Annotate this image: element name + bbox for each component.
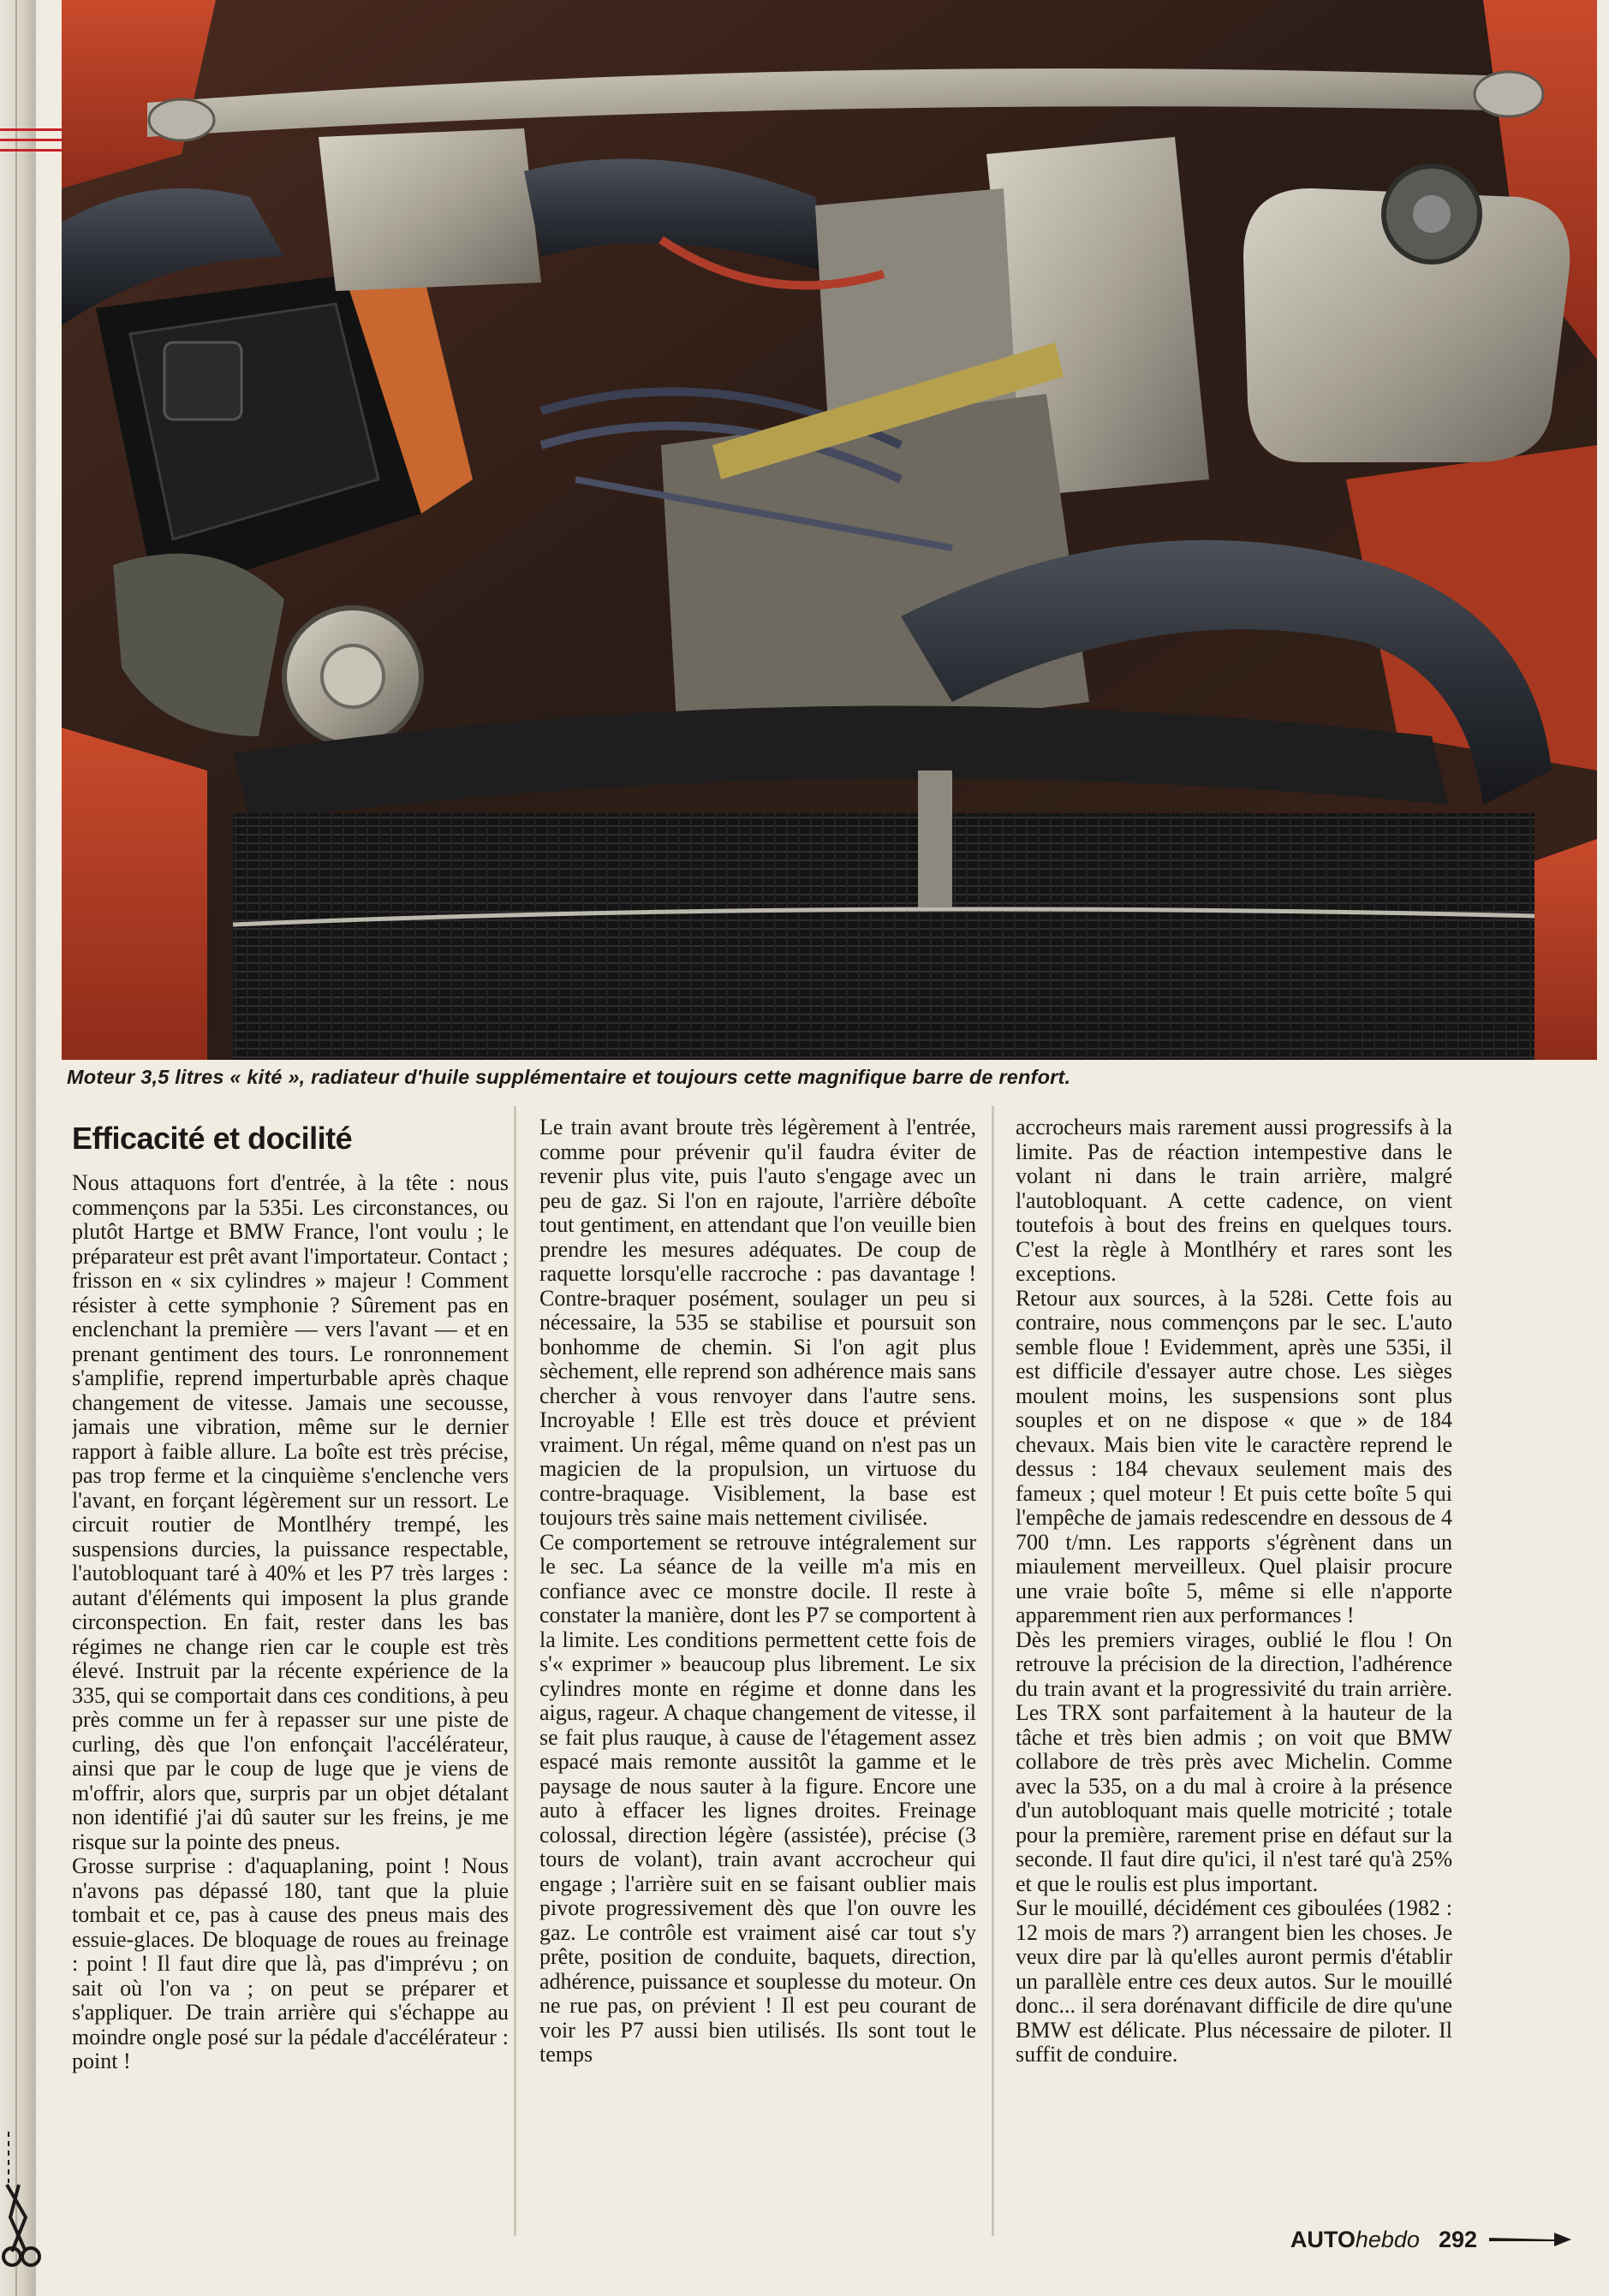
page-number: 292 xyxy=(1438,2226,1477,2252)
paragraph: Ce comportement se retrouve intégralement sur le sec. La séance de la veille m'a mis en confiance avec ce monstre docile. Il reste à constater la manière, dont les P7 se comportent à la limite. Les conditions permettent cette fois de s'« exprimer » beaucoup plus librement. Le six cylindres monte en régime et donne dans les aigus, rageur. A chaque changement de vitesse, il se fait plus rauque, à cause de l'étagement assez espacé mais remonte aussitôt la gamme et le paysage de nous sauter à la figure. Encore une auto à effacer les lignes droites. Freinage colossal, direction légère (assistée), précise (3 tours de volant), train avant accrocheur qui engage ; l'arrière suit en se faisant oublier mais pivote progressivement dès que l'on ouvre les gaz. Le contrôle est vraiment aisé car tout s'y prête, position de conduite, baquets, direction, adhérence, puissance et souplesse du moteur. On ne rue pas, on prévient ! Il est peu courant de voir les P7 aussi bien utilisés. Ils sont tout le temps xyxy=(539,1529,976,2067)
magazine-brand xyxy=(1290,2227,1420,2253)
binding-red-line xyxy=(0,149,62,152)
arrow-right-icon xyxy=(1489,2229,1571,2250)
scissors-icon xyxy=(0,2132,51,2269)
binding-red-line xyxy=(0,128,62,131)
paragraph: Le train avant broute très légèrement à l'entrée, comme pour prévenir qu'il faudra éviter de revenir plus vite, puis l'auto s'engage avec un peu de gaz. Si l'on en rajoute, l'arrière déboîte tout gentiment, en attendant que l'on veuille bien prendre les mesures adéquates. De coup de raquette lorsqu'elle raccroche : pas davantage ! Contre-braquer posément, soulager un peu si nécessaire, la 535 se stabilise et poursuit son bonhomme de chemin. Si l'on agit plus sèchement, elle reprend son adhérence mais sans chercher à vous renvoyer dans l'autre sens. Incroyable ! Elle est très douce et prévient vraiment. Un régal, même quand on n'est pas un magicien de la propulsion, un virtuose du contre-braquage. Visiblement, la base est toujours très saine mais nettement civilisée. xyxy=(539,1115,976,1530)
paragraph: Dès les premiers virages, oublié le flou ! On retrouve la précision de la direction, l'adhérence du train avant et la progressivité du train arrière. Les TRX sont parfaitement à la hauteur de la tâche et très bien admis ; on voit que BMW collabore de très près avec Michelin. Comme avec la 535, on a du mal à croire à la présence d'un autobloquant mais quelle motricité ; totale pour la première, rarement prise en défaut sur la seconde. Il faut dire qu'ici, il n'est taré qu'à 25% et que le roulis est plus important. xyxy=(1016,1627,1452,1896)
binding-edge-line xyxy=(15,0,17,2296)
page-binding xyxy=(0,0,36,2296)
column-divider xyxy=(514,1106,516,2236)
page-footer xyxy=(1290,2222,1571,2257)
engine-bay-photo xyxy=(62,0,1597,1060)
binding-red-line xyxy=(0,139,62,141)
column-divider xyxy=(992,1106,994,2236)
paragraph: Sur le mouillé, décidément ces giboulées (1982 : 12 mois de mars ?) arrangent bien les choses. Je veux dire par là qu'elles auront permis d'établir un parallèle entre ces deux autos. Sur le mouillé donc... il sera dorénavant difficile de dire qu'une BMW est délicate. Plus nécessaire de piloter. Il suffit de conduire. xyxy=(1016,1895,1452,2067)
paragraph: Grosse surprise : d'aquaplaning, point ! Nous n'avons pas dépassé 180, tant que la pluie tombait et ce, pas à cause des pneus mais des essuie-glaces. De bloquage de roues au freinage : point ! Il faut dire que là, pas d'imprévu ; on sait où l'on va ; on peut se préparer et s'appliquer. De train arrière qui s'échappe au moindre ongle posé sur la pédale d'accélérateur : point ! xyxy=(72,1853,509,2073)
article-column-2 xyxy=(539,1115,976,2218)
article-column-1 xyxy=(72,1116,509,2219)
paragraph: Retour aux sources, à la 528i. Cette fois au contraire, nous commençons par le sec. L'auto semble floue ! Evidemment, après une 535i, il est difficile d'essayer autre chose. Les sièges moulent moins, les suspensions sont plus souples et on ne dispose « que » de 184 chevaux. Mais bien vite le caractère reprend le dessus : 184 chevaux seulement mais des fameux ; quel moteur ! Et puis cette boîte 5 qui l'empêche de jamais redescendre en dessous de 4 700 t/mn. Les rapports s'égrènent dans un miaulement merveilleux. Quel plaisir procure une vraie boîte 5, même si elle n'apporte apparemment rien aux performances ! xyxy=(1016,1285,1452,1627)
photo-caption: Moteur 3,5 litres « kité », radiateur d'huile supplémentaire et toujours cette magnifique barre de renfort. xyxy=(67,1066,1071,1088)
section-title: Efficacité et docilité xyxy=(72,1121,353,1156)
paragraph: accrocheurs mais rarement aussi progressifs à la limite. Pas de réaction intempestive dans le volant ni dans le train arrière, malgré l'autobloquant. A cette cadence, on vient toutefois à bout des freins en quelques tours. C'est la règle à Montlhéry et rares sont les exceptions. xyxy=(1016,1115,1452,1286)
brand-auto: AUTO xyxy=(1290,2226,1356,2252)
article-column-3 xyxy=(1016,1115,1452,2218)
paragraph: Nous attaquons fort d'entrée, à la tête : nous commençons par la 535i. Les circonstances, ou plutôt Hartge et BMW France, l'ont voulu ; le préparateur est prêt avant l'importateur. Contact ; frisson en « six cylindres » majeur ! Comment résister à cette symphonie ? Sûrement pas en enclenchant la première — vers l'avant — et en prenant gentiment des tours. Le ronronnement s'amplifie, reprend imperturbable après chaque changement de vitesse. Jamais une secousse, jamais une vibration, même sur le dernier rapport à faible allure. La boîte est très précise, pas trop ferme et la cinquième s'enclenche vers l'avant, en forçant légèrement sur un ressort. Le circuit routier de Montlhéry trempé, les suspensions durcies, la puissance respectable, l'autobloquant taré à 40% et les P7 très larges : autant d'éléments qui imposent la plus grande circonspection. En fait, rester dans les bas régimes ne change rien car le couple est très élevé. Instruit par la récente expérience de la 335, qui se comportait dans ces conditions, à peu près comme un fer à repasser sur une piste de curling, dès que l'on enfonçait l'accélérateur, ainsi que par le coup de luge que je viens de m'offrir, alors que, surpris par un objet détalant non identifié j'ai dû sauter sur les freins, je me risque sur la pointe des pneus. xyxy=(72,1170,509,1854)
brand-hebdo: hebdo xyxy=(1355,2226,1420,2252)
